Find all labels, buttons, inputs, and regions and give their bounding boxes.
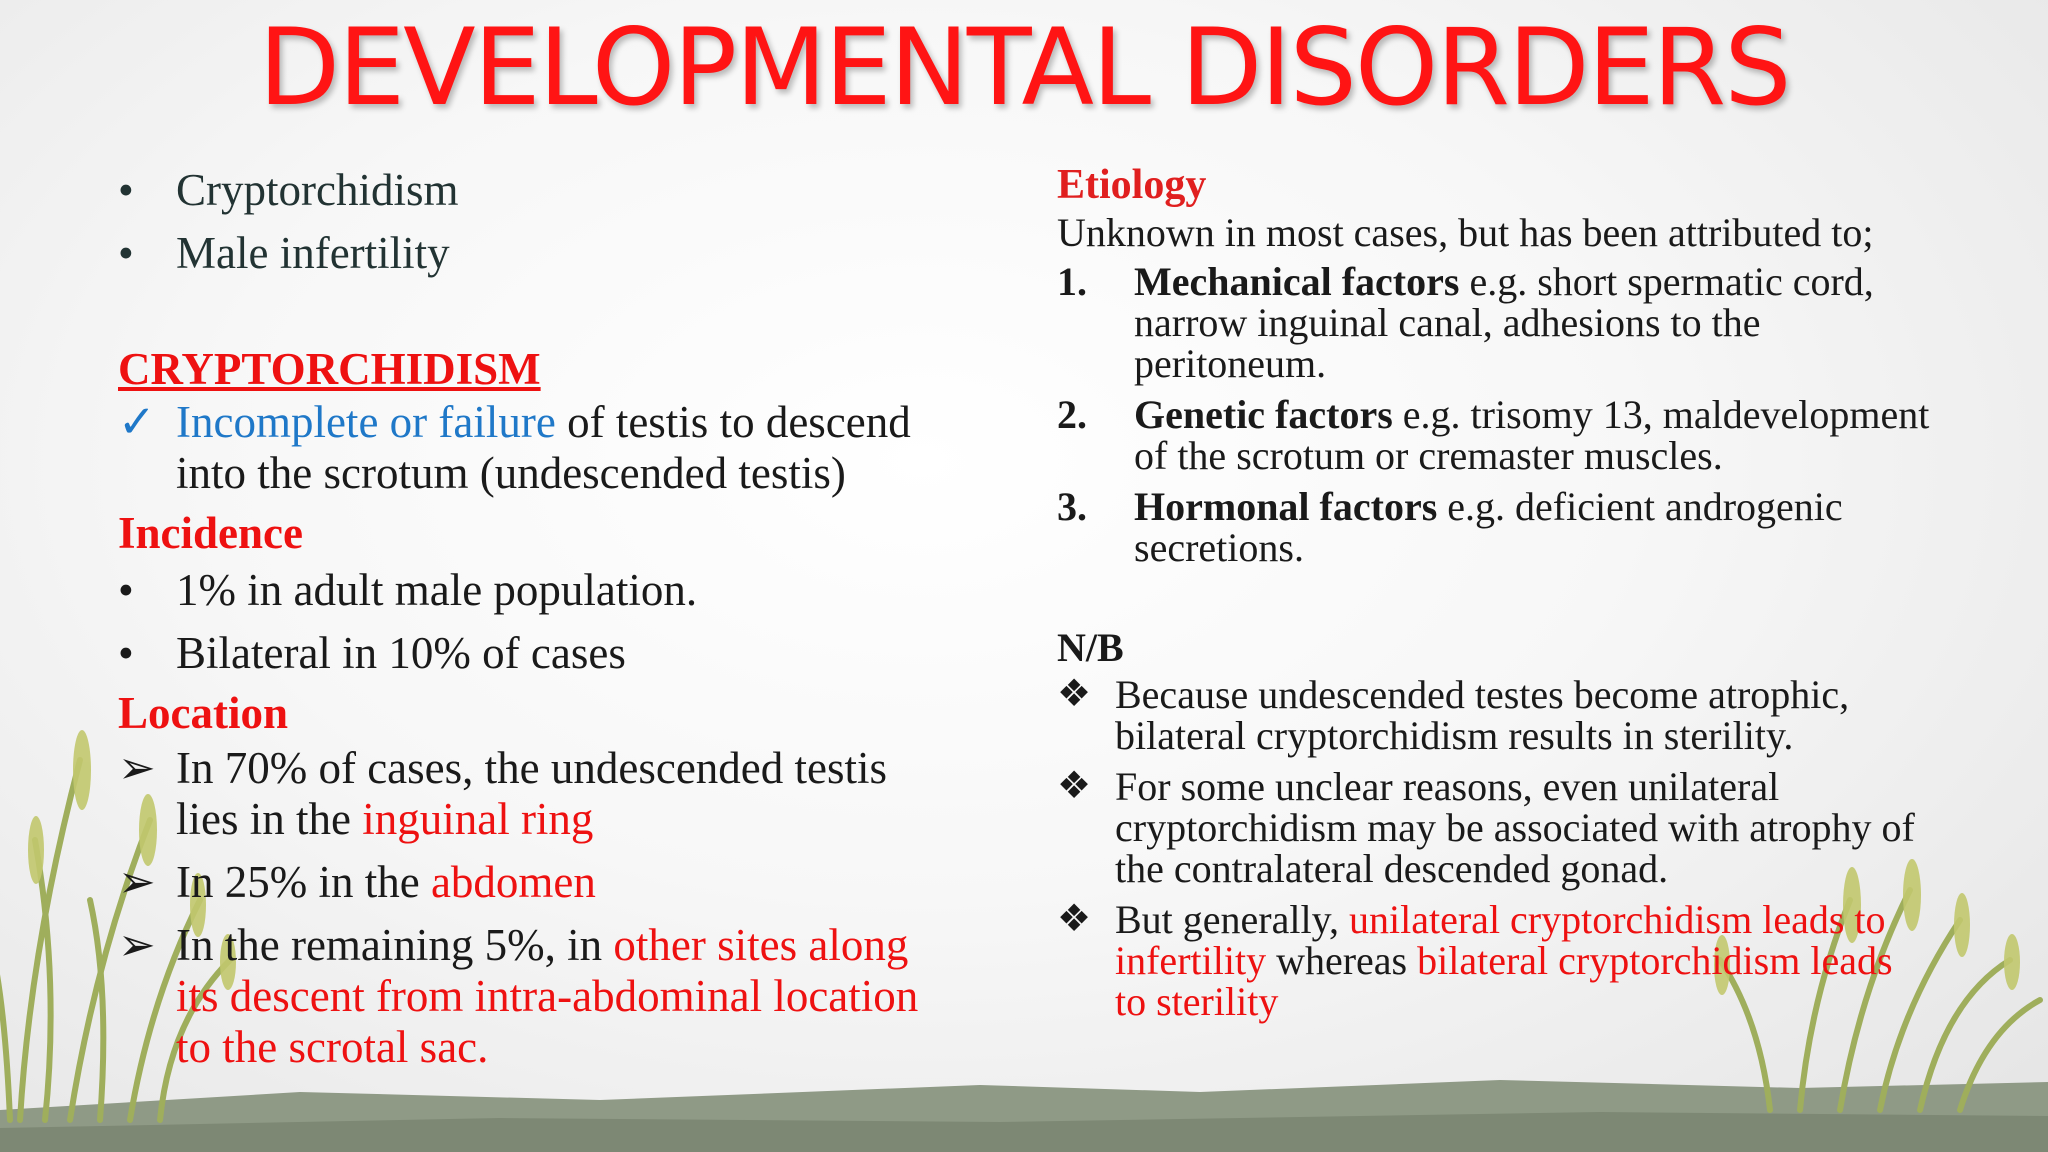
right-column (1057, 160, 2017, 1022)
factor-item: 3. Hormonal factors e.g. deficient androgenic secretions. (1057, 484, 1843, 570)
left-column (118, 165, 978, 1073)
diamond-bullet-icon: ❖ (1057, 673, 1092, 715)
nb-heading: N/B (1057, 625, 1124, 670)
bullet-icon: • (118, 228, 134, 278)
nb-item: ❖ But generally, unilateral cryptorchidism leads to infertility whereas bilateral cryptorchidism leads to sterility (1057, 897, 1893, 1024)
section-title-cryptorchidism: CRYPTORCHIDISM (118, 344, 541, 394)
diamond-bullet-icon: ❖ (1057, 765, 1092, 807)
etiology-heading: Etiology (1057, 162, 1207, 208)
arrow-icon: ➢ (118, 743, 156, 793)
list-item: ➢ In 25% in the abdomen (118, 857, 596, 907)
location-heading: Location (118, 688, 289, 738)
list-item: • Bilateral in 10% of cases (118, 628, 626, 678)
list-item: ➢ In 70% of cases, the undescended testis lies in the inguinal ring (118, 743, 888, 844)
incidence-heading: Incidence (118, 508, 303, 558)
arrow-icon: ➢ (118, 857, 156, 907)
topic-item: • Male infertility (118, 228, 450, 278)
topic-item: • Cryptorchidism (118, 165, 459, 215)
bullet-icon: • (118, 628, 134, 678)
diamond-bullet-icon: ❖ (1057, 898, 1092, 940)
nb-item: ❖ Because undescended testes become atrophic, bilateral cryptorchidism results in sterility. (1057, 672, 1850, 758)
definition-item: ✓ Incomplete or failure of testis to descend into the scrotum (undescended testis) (118, 397, 911, 498)
bullet-icon: • (118, 165, 134, 215)
nb-item: ❖ For some unclear reasons, even unilateral cryptorchidism may be associated with atrophy of the contralateral descended gonad. (1057, 764, 1915, 891)
page-title: DEVELOPMENTAL DISORDERS (258, 6, 1790, 129)
check-icon: ✓ (118, 397, 156, 447)
arrow-icon: ➢ (118, 920, 156, 970)
etiology-intro: Unknown in most cases, but has been attributed to; (1057, 210, 1874, 255)
bullet-icon: • (118, 565, 134, 615)
list-item: ➢ In the remaining 5%, in other sites along its descent from intra-abdominal location to the scrotal sac. (118, 920, 919, 1072)
list-item: • 1% in adult male population. (118, 565, 698, 615)
factor-item: 2. Genetic factors e.g. trisomy 13, maldevelopment of the scrotum or cremaster muscles. (1057, 392, 1930, 478)
factor-item: 1. Mechanical factors e.g. short spermatic cord, narrow inguinal canal, adhesions to the peritoneum. (1057, 259, 1874, 386)
